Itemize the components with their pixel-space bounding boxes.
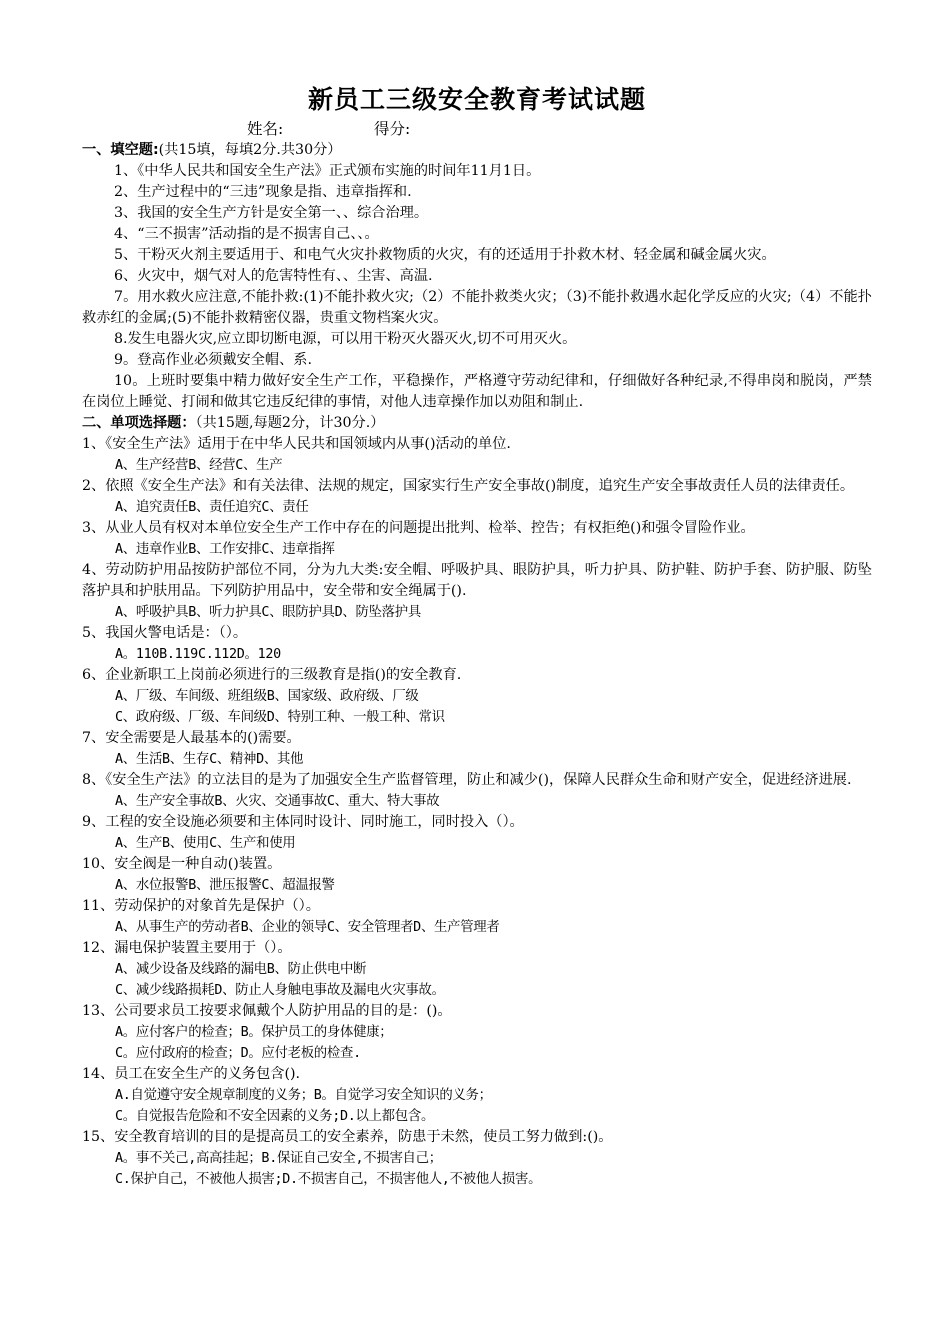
fill-blank-item: 4、“三不损害”活动指的是不损害自己、、。 bbox=[114, 226, 379, 242]
fill-blank-item: 7。用水救火应注意,不能扑救:(1)不能扑救火灾;（2）不能扑救类火灾；（3)不能扑救遇水起化学反应的火灾;（4）不能扑救赤红的金属;(5)不能扑救精密仪器，贵重文物档案火灾。 bbox=[82, 289, 872, 326]
section-choice-title: 二、单项选择题： bbox=[82, 415, 196, 431]
page-title: 新员工三级安全教育考试试题 bbox=[307, 85, 646, 114]
fill-blank-item: 1、《中华人民共和国安全生产法》正式颁布实施的时间年11月1日。 bbox=[114, 163, 541, 179]
choice-question: 4、劳动防护用品按防护部位不同，分为九大类:安全帽、呼吸护具、眼防护具，听力护具、防护鞋、防护手套、防护服、防坠落护具和护肤用品。下列防护用品中，安全带和安全绳属于(). bbox=[82, 562, 872, 599]
choice-question: 14、员工在安全生产的义务包含(). bbox=[82, 1066, 301, 1082]
header-fields bbox=[82, 118, 872, 140]
choice-options: C、政府级、厂级、车间级D、特别工种、一般工种、常识 bbox=[115, 710, 445, 725]
score-label: 得分: bbox=[374, 120, 411, 138]
choice-options: A、减少设备及线路的漏电B、防止供电中断 bbox=[115, 962, 367, 977]
choice-question: 3、从业人员有权对本单位安全生产工作中存在的问题提出批判、检举、控告；有权拒绝()和强令冒险作业。 bbox=[82, 520, 755, 536]
fill-blank-item: 8.发生电器火灾,应立即切断电源，可以用干粉灭火器灭火,切不可用灭火。 bbox=[114, 331, 577, 347]
choice-options: C。自觉报告危险和不安全因素的义务;D.以上都包含。 bbox=[115, 1109, 435, 1124]
choice-question-list bbox=[82, 434, 872, 1190]
choice-options: A。110B.119C.112D。120 bbox=[115, 647, 281, 662]
choice-options: A.自觉遵守安全规章制度的义务；B。自觉学习安全知识的义务； bbox=[115, 1088, 492, 1103]
choice-options: A、生活B、生存C、精神D、其他 bbox=[115, 752, 304, 767]
choice-options: A、生产B、使用C、生产和使用 bbox=[115, 836, 296, 851]
section-choice-heading bbox=[82, 413, 872, 434]
choice-question: 6、企业新职工上岗前必须进行的三级教育是指()的安全教育. bbox=[82, 667, 462, 683]
choice-options: C、减少线路损耗D、防止人身触电事故及漏电火灾事故。 bbox=[115, 983, 445, 998]
choice-options: A、从事生产的劳动者B、企业的领导C、安全管理者D、生产管理者 bbox=[115, 920, 500, 935]
section-fill-heading bbox=[82, 140, 872, 161]
exam-page bbox=[82, 82, 872, 1190]
fill-blank-item: 9。登高作业必须戴安全帽、系. bbox=[114, 352, 312, 368]
choice-question: 8、《安全生产法》的立法目的是为了加强安全生产监督管理，防止和减少()，保障人民群众生命和财产安全，促进经济进展. bbox=[82, 772, 852, 788]
choice-question: 7、安全需要是人最基本的()需要。 bbox=[82, 730, 301, 746]
section-fill-note: (共15填，每填2分.共30分） bbox=[158, 142, 342, 158]
choice-question: 10、安全阀是一种自动()装置。 bbox=[82, 856, 282, 872]
choice-question: 5、我国火警电话是：（）。 bbox=[82, 625, 248, 641]
fill-blank-list bbox=[82, 161, 872, 413]
fill-blank-item: 2、生产过程中的“三违”现象是指、违章指挥和. bbox=[114, 184, 412, 200]
choice-options: A、呼吸护具B、听力护具C、眼防护具D、防坠落护具 bbox=[115, 605, 421, 620]
choice-question: 12、漏电保护装置主要用于（）。 bbox=[82, 940, 292, 956]
choice-options: C.保护自己，不被他人损害;D.不损害自己，不损害他人,不被他人损害。 bbox=[115, 1172, 542, 1187]
choice-options: A、生产安全事故B、火灾、交通事故C、重大、特大事故 bbox=[115, 794, 440, 809]
choice-question: 1、《安全生产法》适用于在中华人民共和国领域内从事()活动的单位. bbox=[82, 436, 511, 452]
choice-question: 9、工程的安全设施必须要和主体同时设计、同时施工，同时投入（）。 bbox=[82, 814, 524, 830]
choice-question: 15、安全教育培训的目的是提高员工的安全素养，防患于未然，使员工努力做到:()。 bbox=[82, 1129, 613, 1145]
choice-options: A。事不关己,高高挂起；B.保证自己安全,不损害自己； bbox=[115, 1151, 442, 1166]
fill-blank-item: 3、我国的安全生产方针是安全第一、、综合治理。 bbox=[114, 205, 429, 221]
choice-options: C。应付政府的检查；D。应付老板的检查. bbox=[115, 1046, 361, 1061]
choice-options: A。应付客户的检查；B。保护员工的身体健康； bbox=[115, 1025, 393, 1040]
section-choice-note: （共15题,每题2分，计30分.） bbox=[195, 415, 385, 431]
choice-question: 2、依照《安全生产法》和有关法律、法规的规定，国家实行生产安全事故()制度，追究生产安全事故责任人员的法律责任。 bbox=[82, 478, 855, 494]
choice-options: A、违章作业B、工作安排C、违章指挥 bbox=[115, 542, 335, 557]
name-label: 姓名: bbox=[247, 120, 284, 138]
fill-blank-item: 10。上班时要集中精力做好安全生产工作，平稳操作，严格遵守劳动纪律和，仔细做好各种纪录,不得串岗和脱岗，严禁在岗位上睡觉、打闹和做其它违反纪律的事情，对他人违章操作加以劝阻和制止. bbox=[82, 373, 872, 410]
choice-options: A、水位报警B、泄压报警C、超温报警 bbox=[115, 878, 335, 893]
fill-blank-item: 6、火灾中，烟气对人的危害特性有、、尘害、高温. bbox=[114, 268, 433, 284]
fill-blank-item: 5、干粉灭火剂主要适用于、和电气火灾扑救物质的火灾，有的还适用于扑救木材、轻金属和碱金属火灾。 bbox=[114, 247, 776, 263]
choice-options: A、厂级、车间级、班组级B、国家级、政府级、厂级 bbox=[115, 689, 419, 704]
choice-question: 11、劳动保护的对象首先是保护（）。 bbox=[82, 898, 320, 914]
choice-question: 13、公司要求员工按要求佩戴个人防护用品的目的是：()。 bbox=[82, 1003, 452, 1019]
choice-options: A、追究责任B、责任追究C、责任 bbox=[115, 500, 309, 515]
choice-options: A、生产经营B、经营C、生产 bbox=[115, 458, 283, 473]
section-fill-title: 一、填空题: bbox=[82, 142, 159, 158]
